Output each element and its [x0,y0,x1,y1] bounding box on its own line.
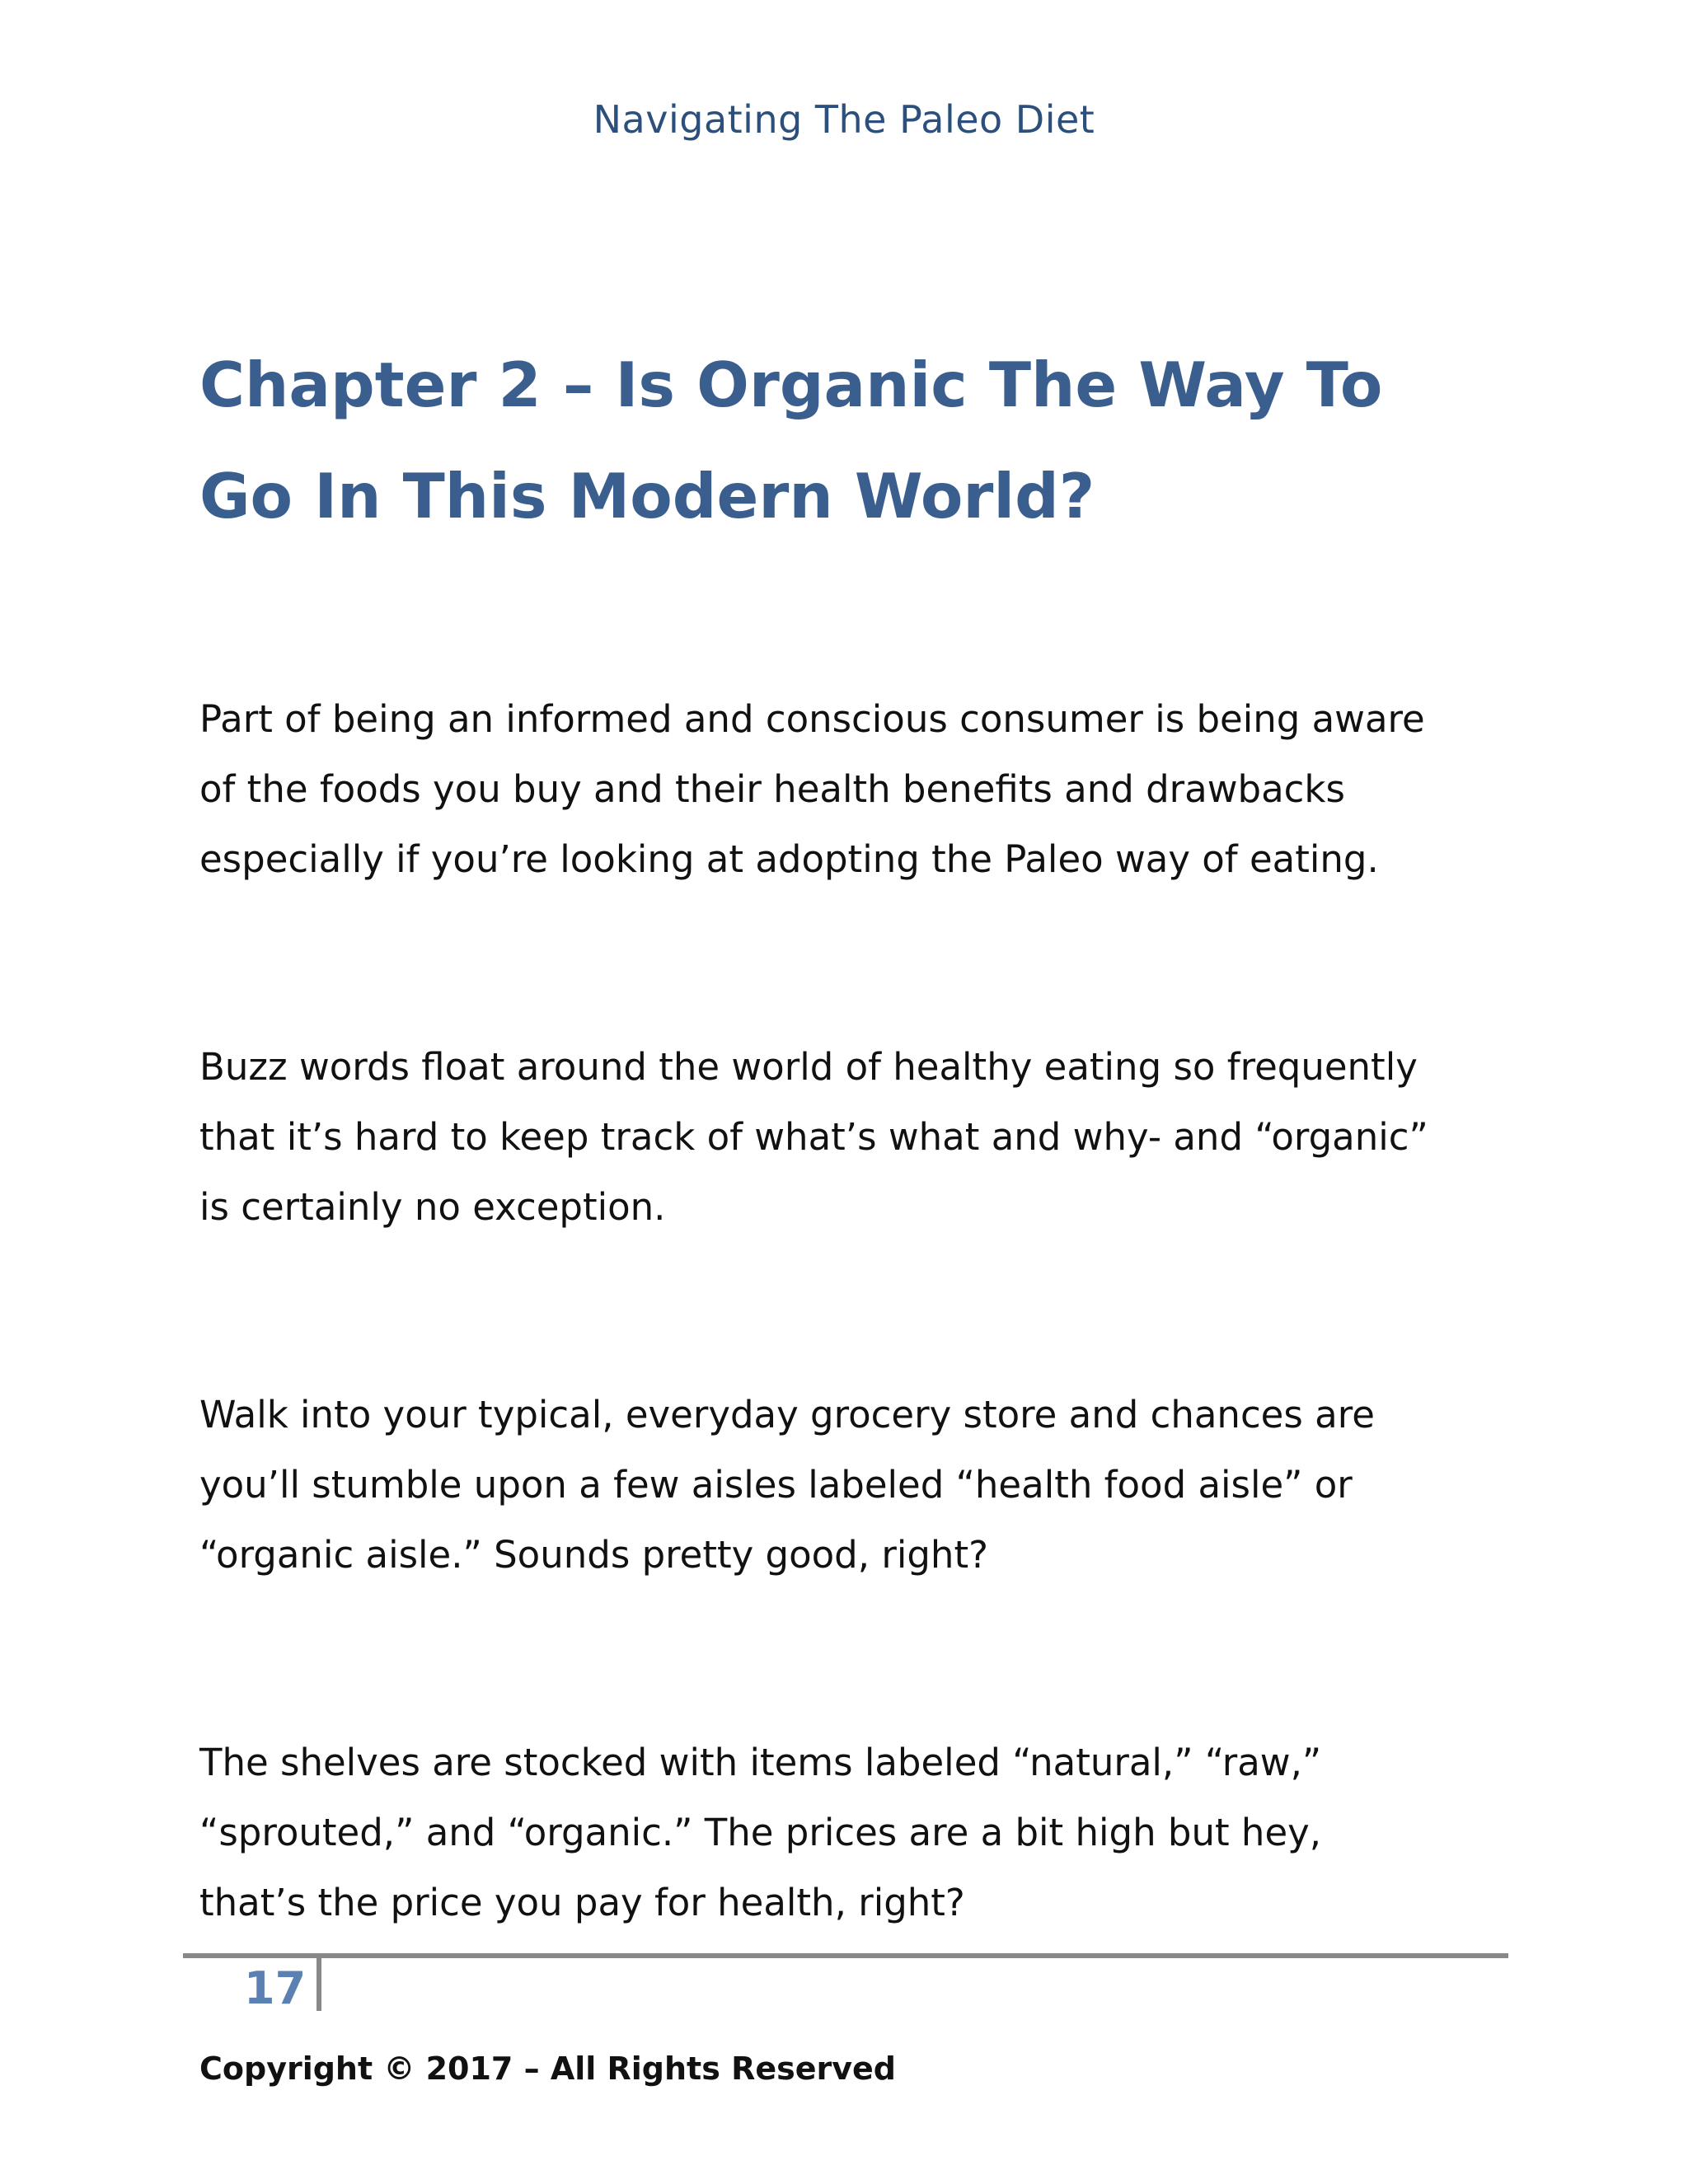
running-header: Navigating The Paleo Diet [593,97,1095,142]
paragraph-line: is certainly no exception. [199,1185,666,1229]
paragraph-line: Walk into your typical, everyday grocery store and chances are [199,1393,1375,1436]
chapter-title-line-2: Go In This Modern World? [199,460,1095,532]
paragraph-line: you’ll stumble upon a few aisles labeled “health food aisle” or [199,1463,1353,1507]
paragraph-2 [199,1032,1535,1242]
chapter-title [199,330,1518,552]
paragraph-3 [199,1380,1535,1590]
page-number: 17 [244,1962,307,2014]
paragraph-line: “sprouted,” and “organic.” The prices are a bit high but hey, [199,1811,1322,1854]
copyright-notice: Copyright © 2017 – All Rights Reserved [199,2050,896,2087]
paragraph-line: especially if you’re looking at adopting the Paleo way of eating. [199,837,1379,881]
paragraph-line: of the foods you buy and their health benefits and drawbacks [199,767,1345,811]
paragraph-line: that it’s hard to keep track of what’s what and why- and “organic” [199,1115,1428,1159]
page-number-divider [316,1958,321,2011]
footer-divider [183,1953,1508,1958]
paragraph-line: that’s the price you pay for health, right? [199,1881,965,1924]
paragraph-line: Buzz words float around the world of healthy eating so frequently [199,1045,1418,1089]
paragraph-1 [199,684,1535,894]
paragraph-line: Part of being an informed and conscious consumer is being aware [199,697,1425,741]
paragraph-line: The shelves are stocked with items labeled “natural,” “raw,” [199,1741,1322,1784]
paragraph-4 [199,1727,1535,1938]
chapter-title-line-1: Chapter 2 – Is Organic The Way To [199,349,1383,421]
paragraph-line: “organic aisle.” Sounds pretty good, right? [199,1533,988,1577]
